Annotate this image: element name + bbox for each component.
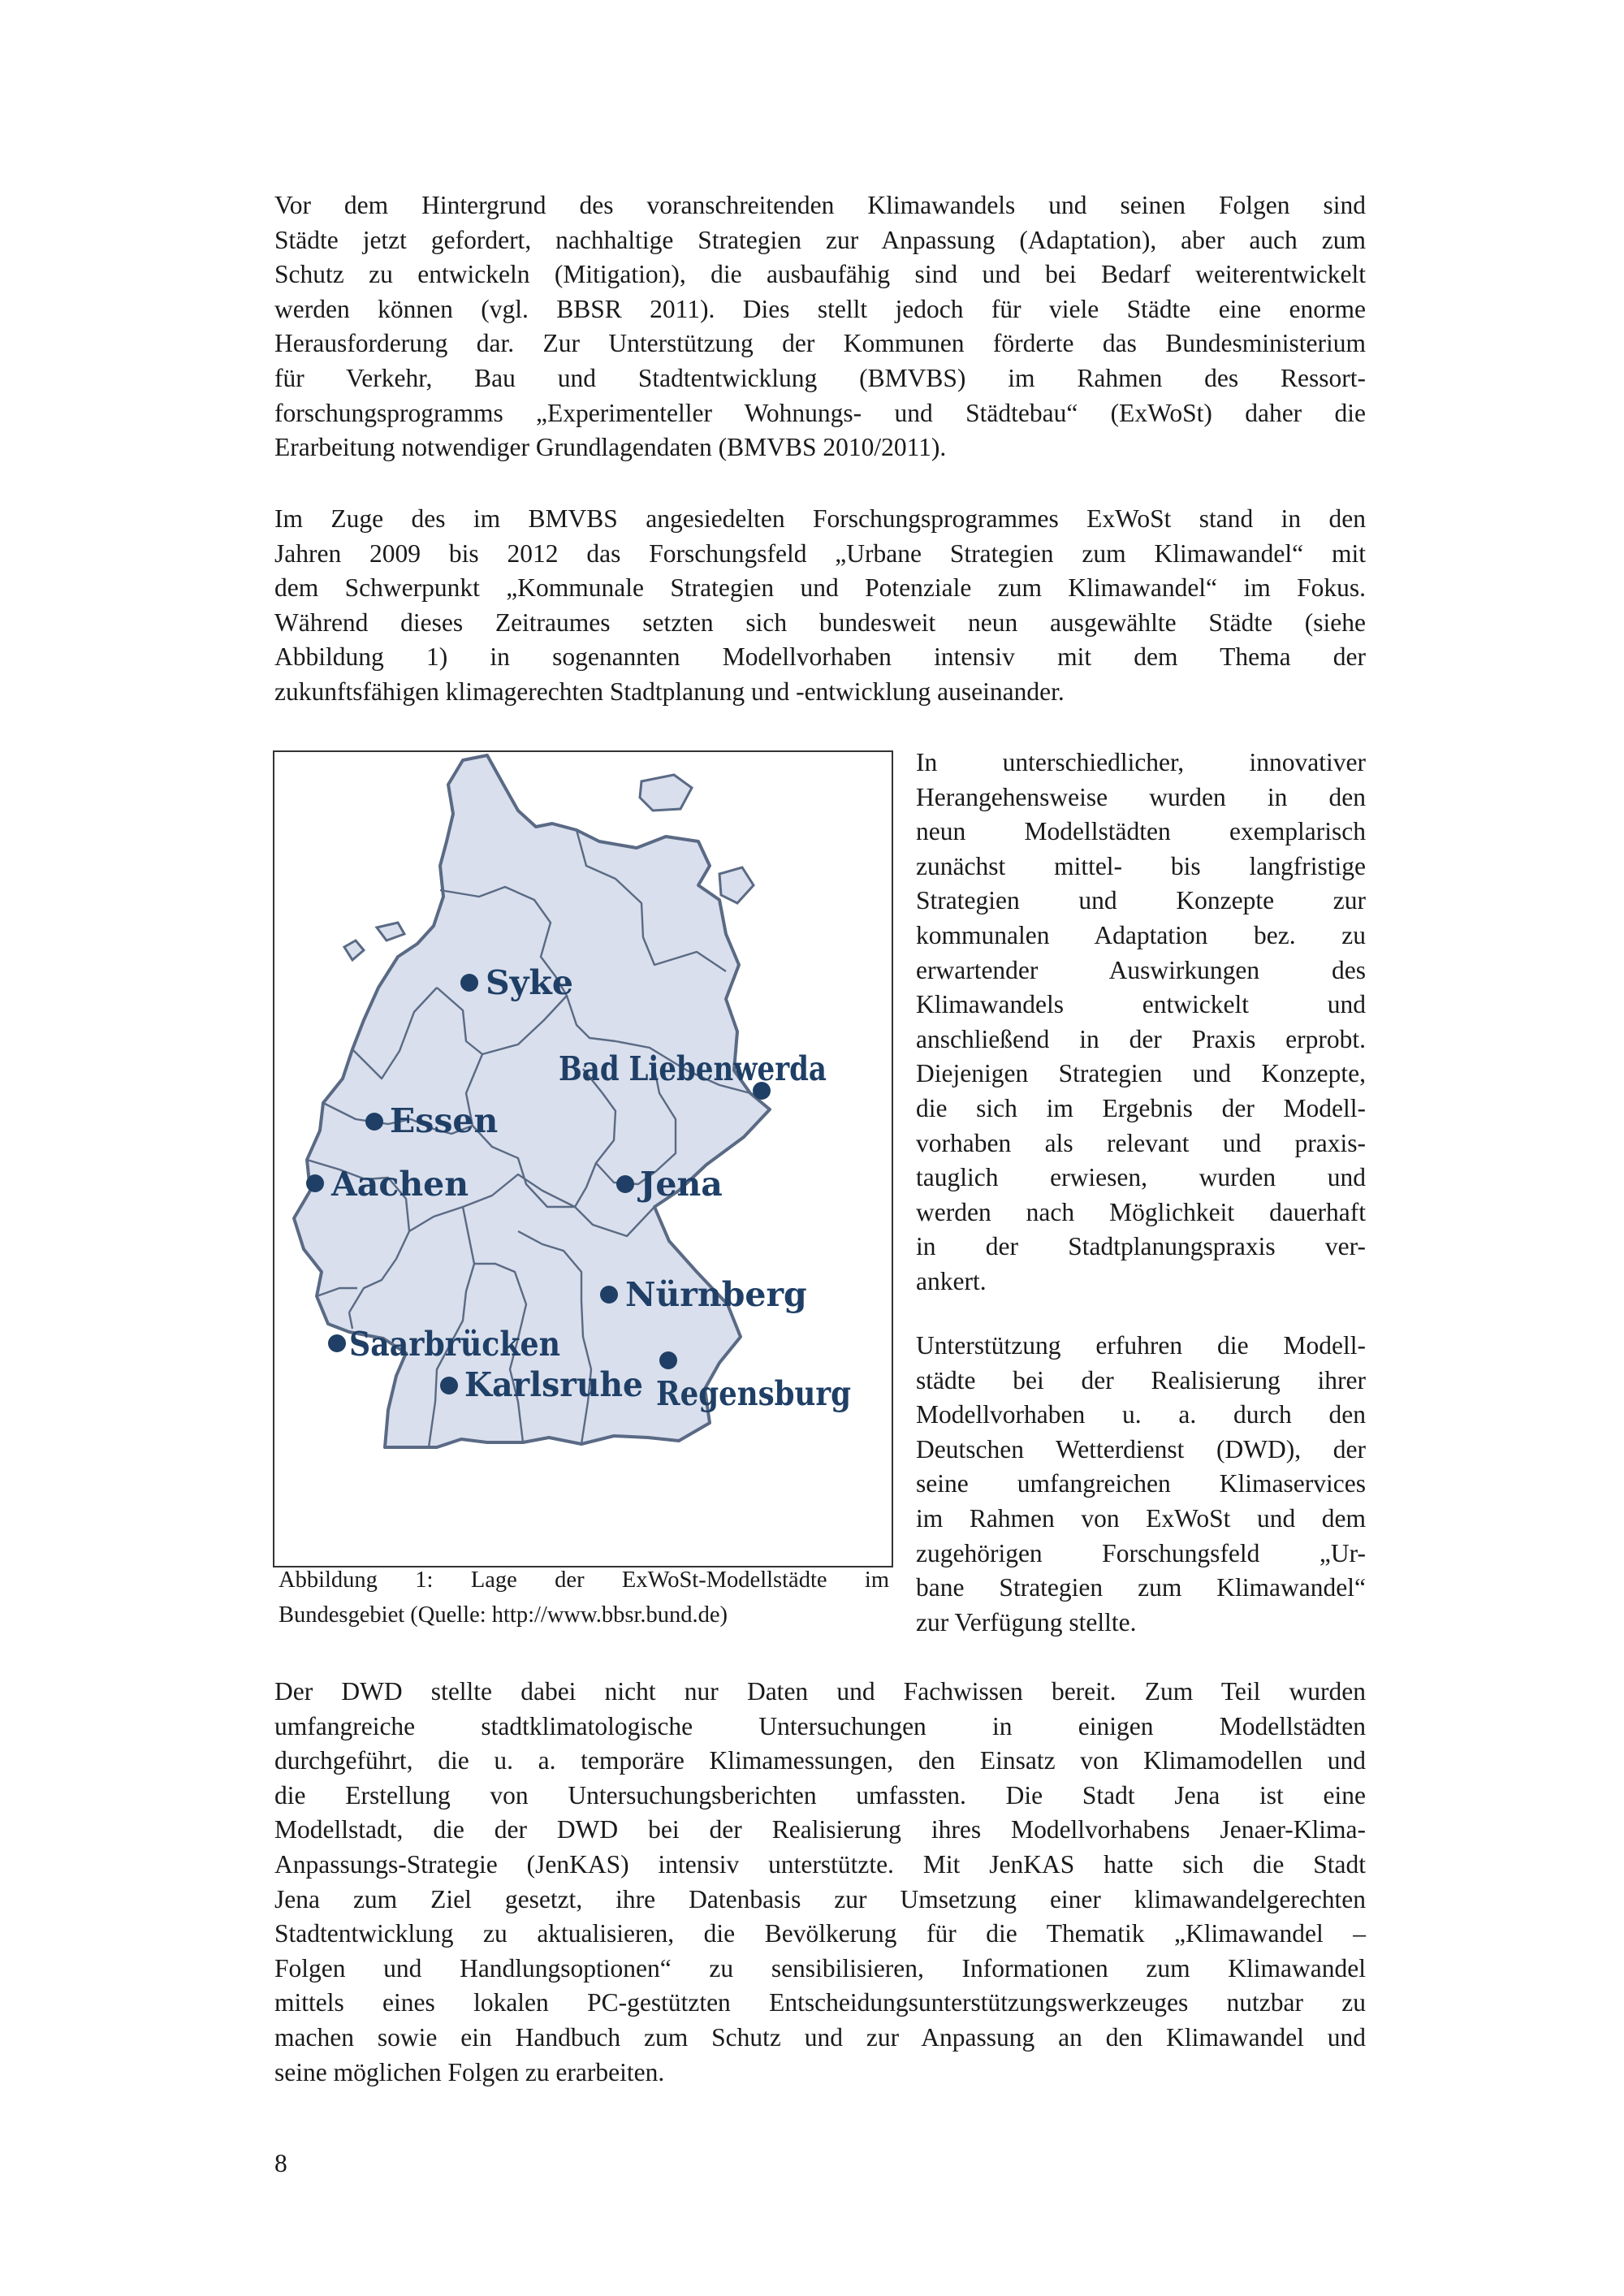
city-dot-jena	[616, 1175, 634, 1193]
city-dot-syke	[460, 974, 478, 992]
paragraph-exwost	[274, 502, 1366, 710]
city-dot-saarbruecken	[328, 1334, 346, 1352]
text-line: Anpassungs-Strategie (JenKAS) intensiv unterstützte. Mit JenKAS hatte sich die Stadt	[274, 1849, 1366, 1879]
text-line: Erarbeitung notwendiger Grundlagendaten (BMVBS 2010/2011).	[274, 433, 947, 462]
city-label-saarbruecken: Saarbrücken	[349, 1325, 560, 1364]
text-line: seine möglichen Folgen zu erarbeiten.	[274, 2057, 665, 2086]
text-line: zunächst mittel- bis langfristige	[916, 851, 1366, 880]
text-line: Unterstützung erfuhren die Modell-	[916, 1331, 1366, 1360]
island-shape	[640, 775, 692, 811]
city-dot-karlsruhe	[440, 1377, 458, 1394]
text-line: erwartender Auswirkungen des	[916, 955, 1366, 984]
text-line: mittels eines lokalen PC-gestützten Entscheidungsunterstützungswerkzeuges nutzbar zu	[274, 1988, 1366, 2017]
city-dot-essen	[365, 1113, 383, 1131]
text-line: für Verkehr, Bau und Stadtentwicklung (BMVBS) im Rahmen des Ressort-	[274, 363, 1366, 392]
text-line: Während dieses Zeitraumes setzten sich bundesweit neun ausgewählte Städte (siehe	[274, 608, 1366, 637]
text-line: Vor dem Hintergrund des voranschreitenden Klimawandels und seinen Folgen sind	[274, 191, 1366, 219]
text-line: Schutz zu entwickeln (Mitigation), die ausbaufähig sind und bei Bedarf weiterentwickelt	[274, 260, 1366, 289]
caption-line: Abbildung 1: Lage der ExWoSt-Modellstädte im	[279, 1567, 889, 1593]
city-label-bad-liebenwerda: Bad Liebenwerda	[559, 1049, 827, 1088]
text-line: Jahren 2009 bis 2012 das Forschungsfeld „Urbane Strategien zum Klimawandel“ mit	[274, 538, 1366, 568]
text-line: zugehörigen Forschungsfeld „Ur-	[916, 1538, 1366, 1567]
city-label-karlsruhe: Karlsruhe	[464, 1365, 643, 1404]
text-line: zur Verfügung stellte.	[916, 1607, 1137, 1637]
text-line: Folgen und Handlungsoptionen“ zu sensibilisieren, Informationen zum Klimawandel	[274, 1953, 1366, 1983]
text-line: städte bei der Realisierung ihrer	[916, 1365, 1366, 1394]
text-line: Klimawandels entwickelt und	[916, 990, 1366, 1019]
text-line: In unterschiedlicher, innovativer	[916, 748, 1366, 776]
text-line: Herangehensweise wurden in den	[916, 782, 1366, 811]
text-line: forschungsprogramms „Experimenteller Wohnungs- und Städtebau“ (ExWoSt) daher die	[274, 398, 1366, 427]
text-line: Modellstadt, die der DWD bei der Realisierung ihres Modellvorhabens Jenaer-Klima-	[274, 1815, 1366, 1844]
text-line: werden nach Möglichkeit dauerhaft	[916, 1197, 1366, 1226]
text-line: bane Strategien zum Klimawandel“	[916, 1573, 1366, 1602]
text-line: die sich im Ergebnis der Modell-	[916, 1093, 1366, 1122]
text-line: seine umfangreichen Klimaservices	[916, 1469, 1366, 1498]
paragraph-dwd-support	[916, 1329, 1366, 1640]
text-line: anschließend in der Praxis erprobt.	[916, 1024, 1366, 1053]
text-line: in der Stadtplanungspraxis ver-	[916, 1232, 1366, 1261]
text-line: Strategien und Konzepte zur	[916, 886, 1366, 915]
text-line: Im Zuge des im BMVBS angesiedelten Forschungsprogrammes ExWoSt stand in den	[274, 504, 1366, 533]
figure-caption	[279, 1564, 889, 1633]
paragraph-intro	[274, 188, 1366, 465]
germany-map	[274, 752, 892, 1566]
text-line: Abbildung 1) in sogenannten Modellvorhaben intensiv mit dem Thema der	[274, 642, 1366, 672]
city-label-jena: Jena	[640, 1165, 723, 1204]
city-dot-aachen	[306, 1174, 324, 1192]
island-shape	[344, 940, 364, 960]
island-shape	[719, 867, 754, 903]
city-dot-nuernberg	[600, 1286, 618, 1304]
city-label-syke: Syke	[486, 963, 573, 1002]
text-line: Modellvorhaben u. a. durch den	[916, 1400, 1366, 1429]
text-line: machen sowie ein Handbuch zum Schutz und zur Anpassung an den Klimawandel und	[274, 2022, 1366, 2052]
text-line: kommunalen Adaptation bez. zu	[916, 920, 1366, 949]
text-line: vorhaben als relevant und praxis-	[916, 1128, 1366, 1157]
text-line: tauglich erwiesen, wurden und	[916, 1163, 1366, 1192]
paragraph-modellstaedte	[916, 746, 1366, 1299]
text-line: umfangreiche stadtklimatologische Untersuchungen in einigen Modellstädten	[274, 1711, 1366, 1740]
text-line: Städte jetzt gefordert, nachhaltige Strategien zur Anpassung (Adaptation), aber auch zum	[274, 225, 1366, 254]
paragraph-jenkas	[274, 1675, 1366, 2090]
text-line: Stadtentwicklung zu aktualisieren, die Bevölkerung für die Thematik „Klimawandel –	[274, 1919, 1366, 1948]
text-line: Diejenigen Strategien und Konzepte,	[916, 1059, 1366, 1088]
figure-map	[273, 750, 893, 1567]
city-label-essen: Essen	[390, 1101, 499, 1140]
text-line: durchgeführt, die u. a. temporäre Klimamessungen, den Einsatz von Klimamodellen und	[274, 1746, 1366, 1775]
text-line: im Rahmen von ExWoSt und dem	[916, 1503, 1366, 1533]
text-line: werden können (vgl. BBSR 2011). Dies stellt jedoch für viele Städte eine enorme	[274, 294, 1366, 323]
island-shape	[377, 923, 404, 940]
city-label-regensburg: Regensburg	[656, 1374, 851, 1413]
text-line: die Erstellung von Untersuchungsberichten umfassten. Die Stadt Jena ist eine	[274, 1780, 1366, 1810]
text-line: dem Schwerpunkt „Kommunale Strategien und Potenziale zum Klimawandel“ im Fokus.	[274, 573, 1366, 603]
text-line: neun Modellstädten exemplarisch	[916, 817, 1366, 846]
city-label-nuernberg: Nürnberg	[625, 1275, 807, 1314]
page-number: 8	[274, 2149, 287, 2177]
text-line: ankert.	[916, 1266, 987, 1295]
text-line: Deutschen Wetterdienst (DWD), der	[916, 1434, 1366, 1464]
text-line: Herausforderung dar. Zur Unterstützung der Kommunen förderte das Bundesministerium	[274, 329, 1366, 358]
caption-line: Bundesgebiet (Quelle: http://www.bbsr.bund.de)	[279, 1602, 728, 1628]
text-line: Der DWD stellte dabei nicht nur Daten und Fachwissen bereit. Zum Teil wurden	[274, 1677, 1366, 1706]
city-label-aachen: Aachen	[331, 1165, 469, 1204]
text-line: Jena zum Ziel gesetzt, ihre Datenbasis zur Umsetzung einer klimawandelgerechten	[274, 1884, 1366, 1913]
city-dot-regensburg	[659, 1351, 677, 1369]
text-line: zukunftsfähigen klimagerechten Stadtplanung und -entwicklung auseinander.	[274, 677, 1065, 706]
